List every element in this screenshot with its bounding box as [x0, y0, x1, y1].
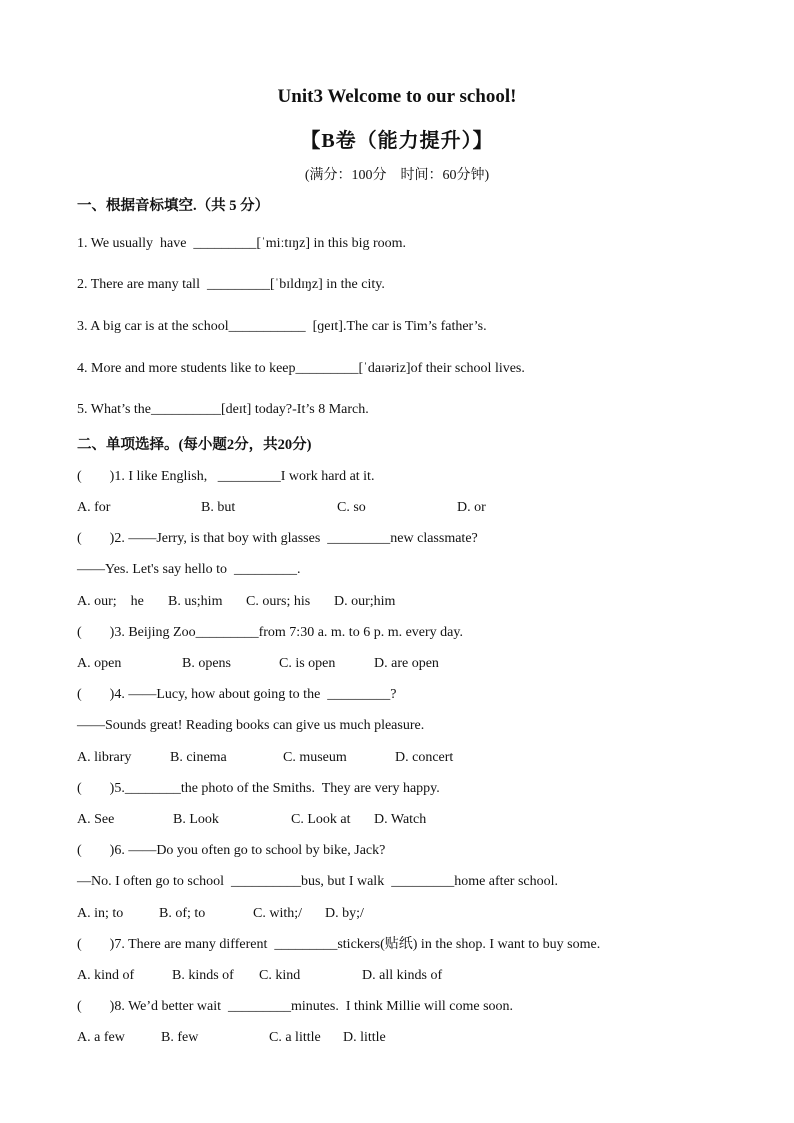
option-c: C. with;/ — [253, 906, 303, 921]
question-options — [77, 593, 697, 611]
option-b: B. but — [201, 500, 236, 515]
question-options — [77, 749, 697, 767]
section2-heading: 二、单项选择。(每小题2分，共20分) — [77, 437, 312, 453]
option-d: D. little — [343, 1030, 386, 1045]
question-stem: ( )4. ——Lucy, how about going to the _________? — [77, 687, 397, 702]
page-subtitle: 【B卷（能力提升）】 — [300, 130, 494, 152]
option-a: A. See — [77, 812, 115, 827]
option-d: D. our;him — [334, 594, 396, 609]
option-b: B. of; to — [159, 906, 206, 921]
question-stem: ( )6. ——Do you often go to school by bike, Jack? — [77, 843, 386, 858]
option-c: C. is open — [279, 656, 336, 671]
phonetic-item: 4. More and more students like to keep_________[ˈdaɪəriz]of their school lives. — [77, 361, 525, 376]
question-stem: ( )1. I like English, _________I work hard at it. — [77, 469, 375, 484]
question-stem-line2: —No. I often go to school __________bus, but I walk _________home after school. — [77, 874, 558, 889]
page-title: Unit3 Welcome to our school! — [277, 86, 517, 107]
section1-heading: 一、根据音标填空.（共 5 分） — [77, 198, 270, 214]
option-c: C. a little — [269, 1030, 321, 1045]
phonetic-item: 3. A big car is at the school___________ [ɡeɪt].The car is Tim’s father’s. — [77, 319, 487, 334]
question-stem: ( )5.________the photo of the Smiths. They are very happy. — [77, 781, 440, 796]
phonetic-item: 1. We usually have _________[ˈmiːtɪŋz] in this big room. — [77, 236, 407, 251]
option-a: A. a few — [77, 1030, 125, 1045]
option-d: D. are open — [374, 656, 439, 671]
option-d: D. or — [457, 500, 486, 515]
option-c: C. kind — [259, 968, 301, 983]
option-b: B. us;him — [168, 594, 223, 609]
option-b: B. kinds of — [172, 968, 234, 983]
question-stem: ( )8. We’d better wait _________minutes. I think Millie will come soon. — [77, 999, 514, 1014]
option-a: A. for — [77, 500, 111, 515]
question-options — [77, 499, 697, 517]
phonetic-item: 5. What’s the__________[deɪt] today?-It’s 8 March. — [77, 402, 369, 417]
question-stem: ( )7. There are many different _________stickers(贴纸) in the shop. I want to buy some. — [77, 937, 601, 952]
option-b: B. Look — [173, 812, 219, 827]
option-a: A. library — [77, 750, 132, 765]
option-b: B. cinema — [170, 750, 227, 765]
option-a: A. our; he — [77, 594, 144, 609]
option-b: B. opens — [182, 656, 231, 671]
option-a: A. in; to — [77, 906, 124, 921]
score-time-note: (满分：100分 时间：60分钟) — [304, 168, 490, 183]
option-d: D. Watch — [374, 812, 427, 827]
option-d: D. by;/ — [325, 906, 364, 921]
option-c: C. ours; his — [246, 594, 311, 609]
question-stem: ( )2. ——Jerry, is that boy with glasses _________new classmate? — [77, 531, 478, 546]
option-a: A. kind of — [77, 968, 135, 983]
question-stem-line2: ——Yes. Let's say hello to _________. — [77, 562, 301, 577]
option-d: D. concert — [395, 750, 454, 765]
question-options — [77, 1029, 697, 1047]
question-options — [77, 811, 697, 829]
option-c: C. so — [337, 500, 366, 515]
question-stem-line2: ——Sounds great! Reading books can give us much pleasure. — [77, 718, 425, 733]
option-d: D. all kinds of — [362, 968, 443, 983]
option-b: B. few — [161, 1030, 199, 1045]
question-options — [77, 655, 697, 673]
option-c: C. Look at — [291, 812, 351, 827]
phonetic-item: 2. There are many tall _________[ˈbɪldɪŋz] in the city. — [77, 277, 385, 292]
option-c: C. museum — [283, 750, 347, 765]
option-a: A. open — [77, 656, 122, 671]
question-options — [77, 905, 697, 923]
question-stem: ( )3. Beijing Zoo_________from 7:30 a. m. to 6 p. m. every day. — [77, 625, 463, 640]
question-options — [77, 967, 697, 985]
